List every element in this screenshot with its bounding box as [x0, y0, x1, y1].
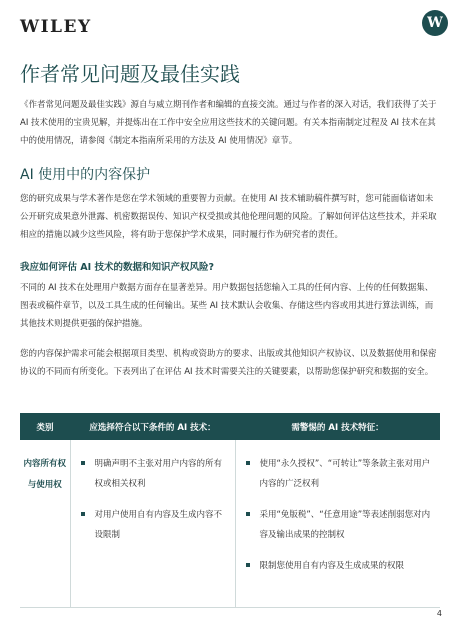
- header-beware: 需警惕的 AI 技术特征：: [235, 413, 440, 440]
- bullet-icon: [81, 512, 85, 516]
- should-choose-cell: [70, 440, 235, 608]
- list-item-text: 使用“永久授权”、“可转让”等条款主张对用户内容的广泛权利: [259, 459, 431, 489]
- list-item: [81, 454, 227, 494]
- list-item: [246, 556, 433, 576]
- section-paragraph-3: 您的内容保护需求可能会根据项目类型、机构或资助方的要求、出版或其他知识产权协议、以及数据使用和保密协议的不同而有所变化。下表列出了在评估 AI 技术时需要关注的关键要素，以帮助您保护研究和数据的安全。: [20, 349, 437, 377]
- wiley-logo: W: [422, 10, 448, 36]
- list-item: [246, 454, 433, 494]
- should-choose-list: [71, 440, 235, 545]
- criteria-table: [20, 413, 440, 608]
- risk-subheading: 我应如何评估 AI 技术的数据和知识产权风险?: [20, 262, 215, 273]
- bullet-icon: [246, 563, 250, 567]
- section-paragraph-2: 不同的 AI 技术在处理用户数据方面存在显著差异。用户数据包括您输入工具的任何内容、上传的任何数据集、图表或稿件章节，以及工具生成的任何输出。某些 AI 技术默认会收集、存储这些内容或用其进行算法训练，而其他技术则提供更强的保护措施。: [20, 283, 434, 329]
- beware-list: [236, 440, 441, 576]
- beware-cell: [235, 440, 440, 608]
- wiley-brand: WILEY: [20, 17, 92, 37]
- intro-paragraph: 《作者常见问题及最佳实践》源自与威立期刊作者和编辑的直接交流。通过与作者的深入对话，我们获得了关于 AI 技术使用的宝贵见解，并提炼出在工作中安全应用这些技术的关键问题。有关本指南制定过程及 AI 技术在其中的使用情况，请参阅《制定本指南所采用的方法及 AI 使用情况》章节。: [20, 100, 437, 146]
- list-item-text: 限制您使用自有内容及生成成果的权限: [259, 561, 405, 571]
- list-item: [246, 505, 433, 545]
- row-category: 内容所有权与使用权: [20, 440, 70, 608]
- list-item-text: 对用户使用自有内容及生成内容不设限制: [94, 510, 223, 540]
- bullet-icon: [246, 512, 250, 516]
- table-header-row: [20, 413, 440, 440]
- list-item-text: 采用“免版税”、“任意用途”等表述削弱您对内容及输出成果的控制权: [259, 510, 431, 540]
- page-title: 作者常见问题及最佳实践: [20, 62, 240, 86]
- header-category: 类别: [20, 413, 70, 440]
- page-number: 4: [436, 609, 442, 618]
- bullet-icon: [246, 461, 250, 465]
- section-paragraph-1: 您的研究成果与学术著作是您在学术领域的重要智力贡献。在使用 AI 技术辅助稿件撰写时，您可能面临诸如未公开研究成果意外泄露、机密数据误传、知识产权受损或其他伦理问题的风险。了解如何评估这些技术，并采取相应的措施以减少这些风险，将有助于您保护学术成果，同时履行作为研究者的责任。: [20, 194, 437, 240]
- bullet-icon: [81, 461, 85, 465]
- list-item: [81, 505, 227, 545]
- header-should-choose: 应选择符合以下条件的 AI 技术：: [70, 413, 235, 440]
- table-row: [20, 440, 440, 608]
- section-title: AI 使用中的内容保护: [20, 167, 151, 183]
- list-item-text: 明确声明不主张对用户内容的所有权或相关权利: [94, 459, 223, 489]
